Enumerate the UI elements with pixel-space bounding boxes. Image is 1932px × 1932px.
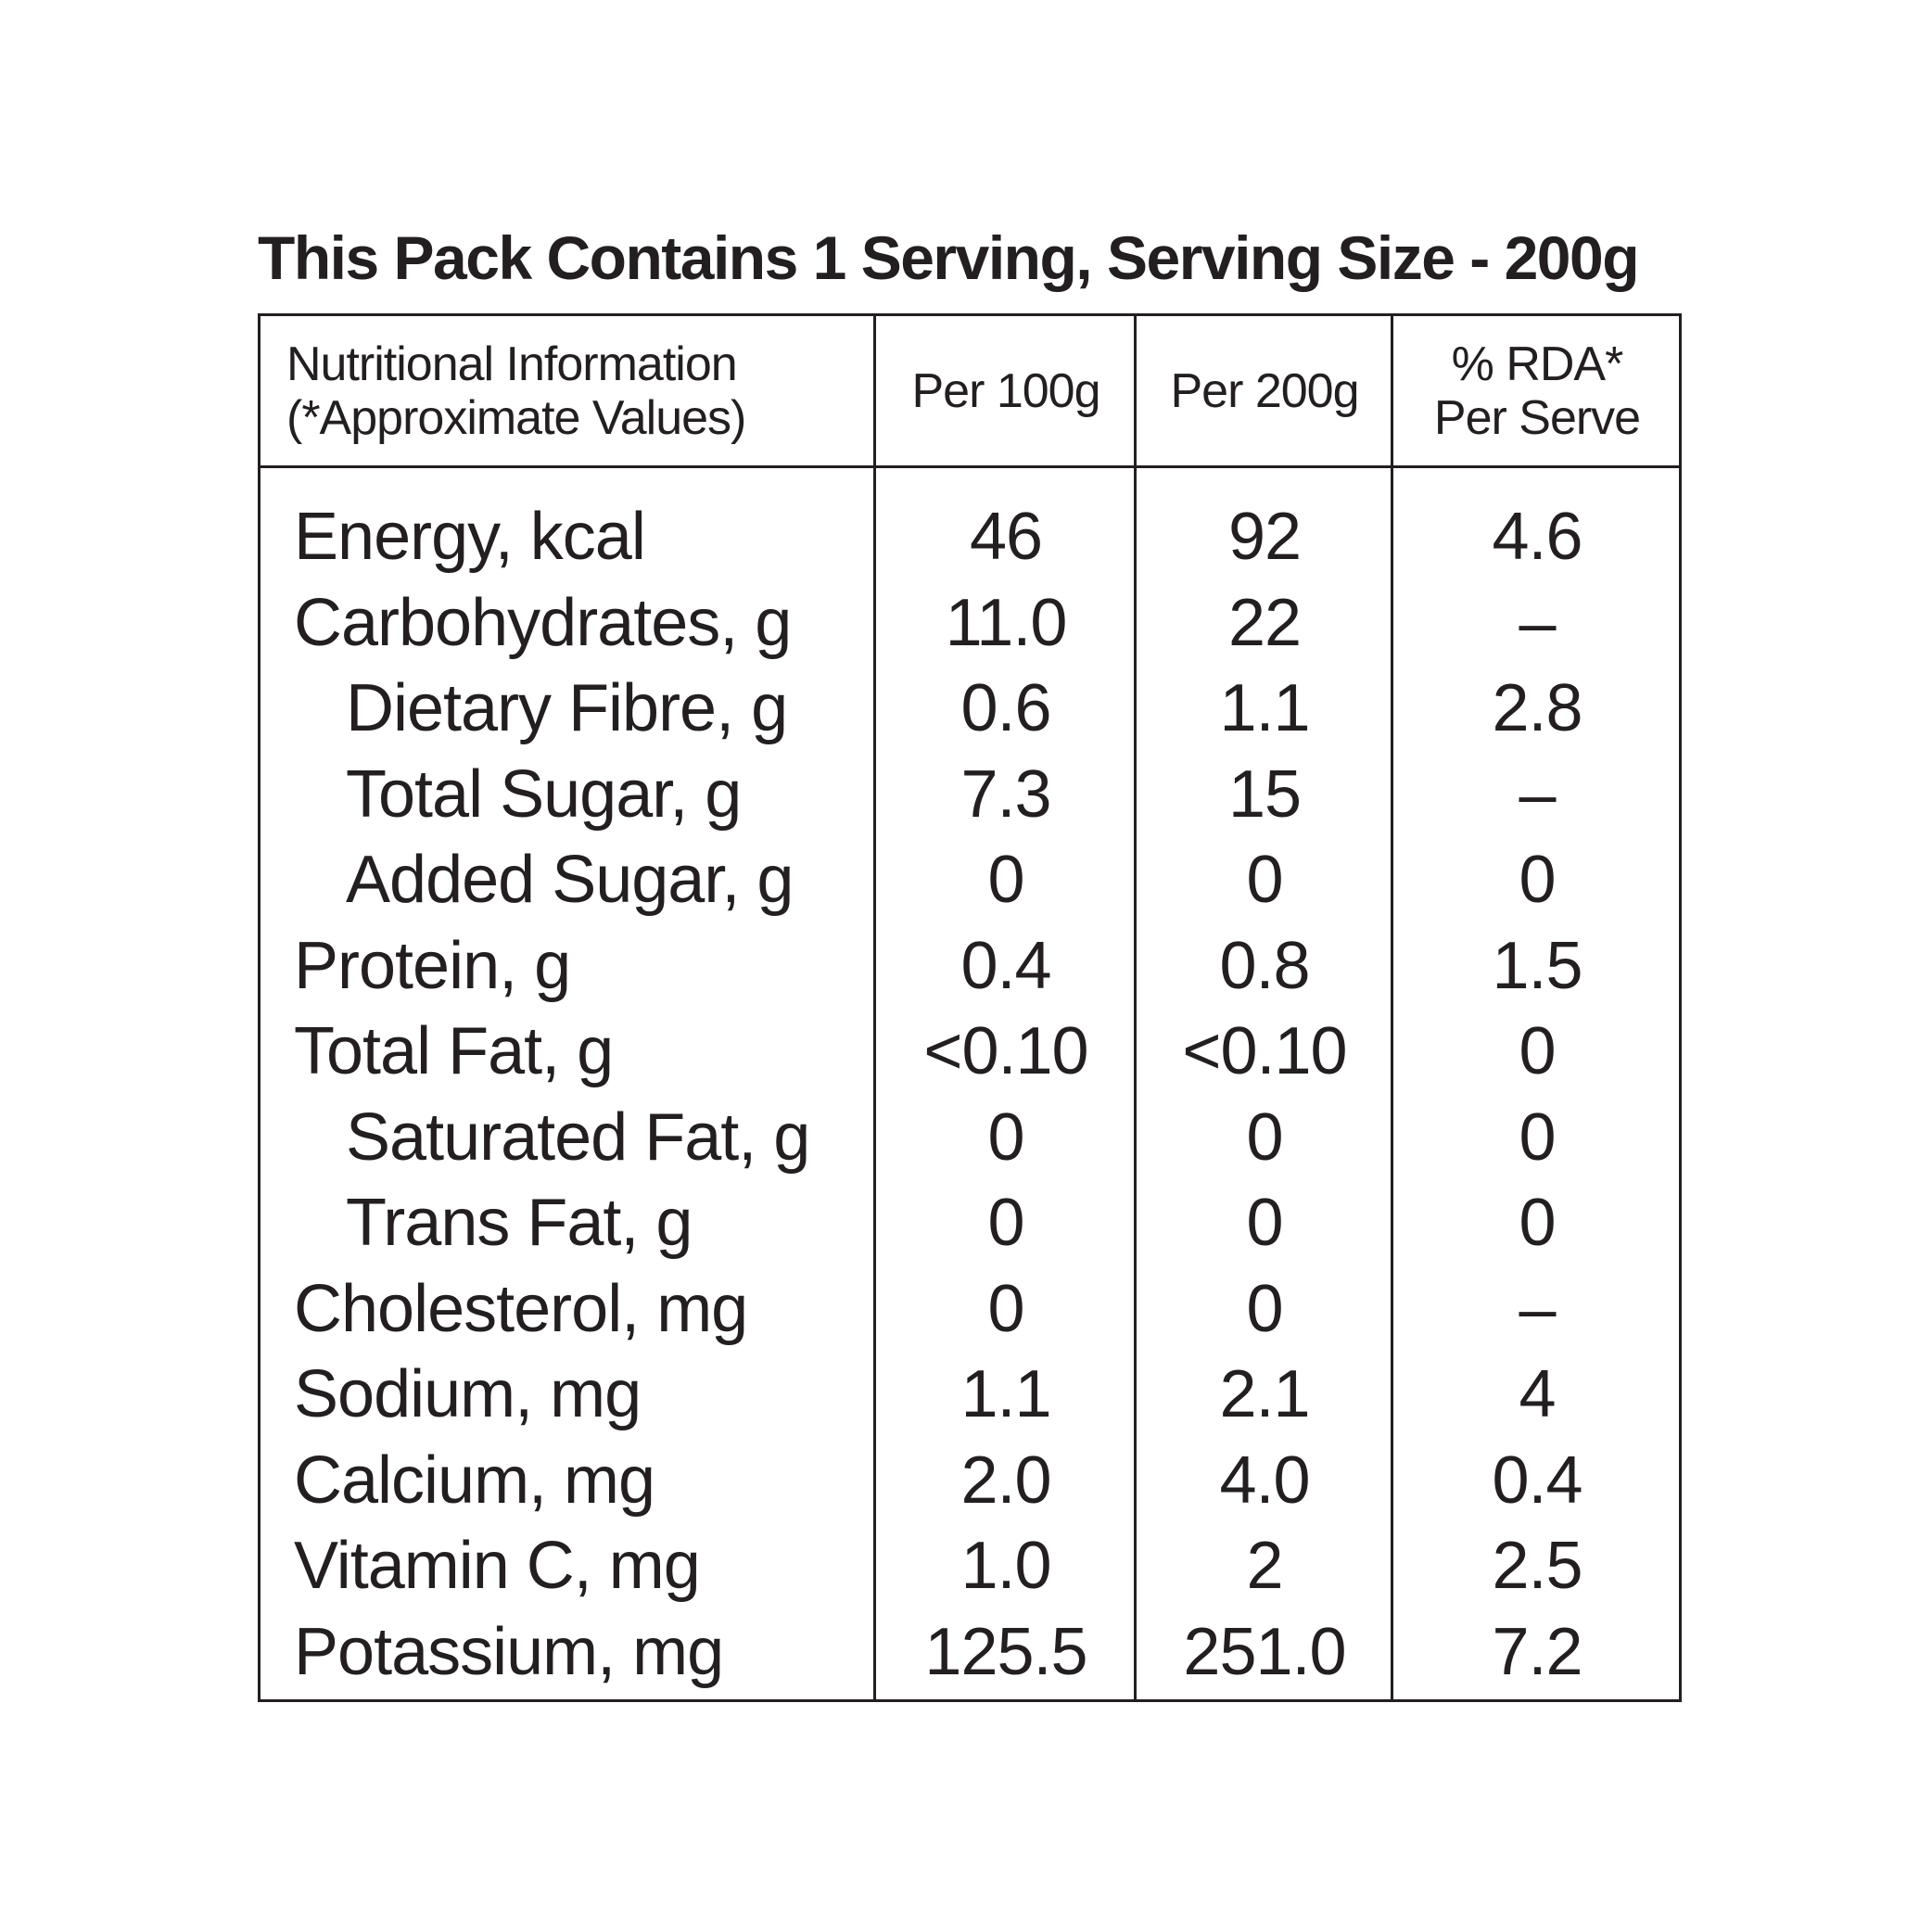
value-per-200g: 92 (1227, 500, 1302, 574)
value-per-100g: 0 (987, 1271, 1024, 1346)
header-per-100g (876, 316, 1136, 465)
value-rda: 1.5 (1492, 928, 1582, 1003)
nutrient-name: Total Fat, g (294, 1014, 614, 1088)
table-row (261, 1438, 1679, 1524)
value-rda: 4.6 (1492, 500, 1582, 574)
table-row (261, 837, 1679, 923)
value-per-200g: 22 (1227, 585, 1302, 660)
header-nutrient-line2: (*Approximate Values) (286, 390, 746, 445)
value-per-100g: 0 (987, 1099, 1024, 1175)
table-row (261, 1180, 1679, 1266)
header-rda (1393, 316, 1681, 465)
table-row (261, 580, 1679, 667)
nutrient-name: Saturated Fat, g (346, 1099, 810, 1175)
value-per-200g: 0.8 (1219, 928, 1310, 1003)
nutrient-name: Potassium, mg (294, 1614, 724, 1689)
value-rda: – (1519, 585, 1556, 660)
value-per-200g: 251.0 (1183, 1614, 1346, 1689)
header-per-200g-label: Per 200g (1170, 363, 1359, 418)
table-row (261, 1095, 1679, 1181)
nutrient-name: Vitamin C, mg (294, 1529, 700, 1603)
table-row (261, 1009, 1679, 1095)
header-rda-line2: Per Serve (1433, 390, 1641, 445)
nutrient-name: Added Sugar, g (346, 843, 794, 917)
nutrition-table (258, 313, 1682, 1702)
nutrient-name: Cholesterol, mg (294, 1271, 748, 1346)
value-per-100g: 2.0 (960, 1443, 1051, 1518)
value-per-200g: <0.10 (1182, 1014, 1347, 1088)
nutrient-name: Dietary Fibre, g (346, 671, 788, 745)
table-row (261, 1352, 1679, 1438)
nutrition-rows (261, 494, 1679, 1695)
value-per-200g: 15 (1227, 756, 1302, 832)
value-per-200g: 0 (1246, 1271, 1283, 1346)
value-rda: 0 (1519, 843, 1556, 917)
value-rda: – (1519, 1271, 1556, 1346)
value-per-200g: 0 (1246, 1099, 1283, 1175)
value-per-100g: 1.0 (960, 1529, 1051, 1603)
value-per-100g: 7.3 (960, 756, 1051, 832)
value-per-200g: 1.1 (1219, 671, 1310, 745)
value-rda: 0 (1519, 1099, 1556, 1175)
value-per-100g: 0.6 (960, 671, 1051, 745)
serving-title: This Pack Contains 1 Serving, Serving Size - 200g (258, 223, 1639, 292)
value-per-200g: 0 (1246, 843, 1283, 917)
value-rda: 0.4 (1492, 1443, 1582, 1518)
value-per-200g: 2 (1246, 1529, 1283, 1603)
header-per-100g-label: Per 100g (911, 363, 1100, 418)
nutrient-name: Energy, kcal (294, 500, 645, 574)
nutrient-name: Carbohydrates, g (294, 585, 792, 660)
nutrient-name: Total Sugar, g (346, 756, 742, 832)
value-per-100g: 0 (987, 843, 1024, 917)
value-rda: – (1519, 756, 1556, 832)
header-per-200g (1137, 316, 1392, 465)
value-per-100g: 1.1 (960, 1357, 1051, 1431)
value-rda: 0 (1519, 1014, 1556, 1088)
nutrient-name: Calcium, mg (294, 1443, 655, 1518)
value-per-200g: 2.1 (1219, 1357, 1310, 1431)
header-divider (261, 465, 1679, 468)
value-rda: 0 (1519, 1186, 1556, 1260)
nutrient-name: Protein, g (294, 928, 571, 1003)
value-per-200g: 0 (1246, 1186, 1283, 1260)
value-per-100g: <0.10 (923, 1014, 1088, 1088)
value-per-200g: 4.0 (1219, 1443, 1310, 1518)
header-nutrient (286, 316, 871, 465)
value-per-100g: 0.4 (960, 928, 1051, 1003)
value-rda: 7.2 (1492, 1614, 1582, 1689)
value-rda: 2.8 (1492, 671, 1582, 745)
table-row (261, 752, 1679, 838)
table-row (261, 1266, 1679, 1353)
nutrient-name: Trans Fat, g (346, 1186, 693, 1260)
value-rda: 2.5 (1492, 1529, 1582, 1603)
nutrient-name: Sodium, mg (294, 1357, 642, 1431)
table-row (261, 1523, 1679, 1609)
table-row (261, 923, 1679, 1010)
table-row (261, 666, 1679, 752)
table-row (261, 1609, 1679, 1696)
header-rda-line1: % RDA* (1451, 337, 1623, 391)
value-per-100g: 46 (969, 500, 1043, 574)
value-per-100g: 11.0 (945, 585, 1067, 660)
value-rda: 4 (1519, 1357, 1556, 1431)
value-per-100g: 125.5 (924, 1614, 1087, 1689)
header-nutrient-line1: Nutritional Information (286, 337, 737, 391)
table-row (261, 494, 1679, 580)
value-per-100g: 0 (987, 1186, 1024, 1260)
